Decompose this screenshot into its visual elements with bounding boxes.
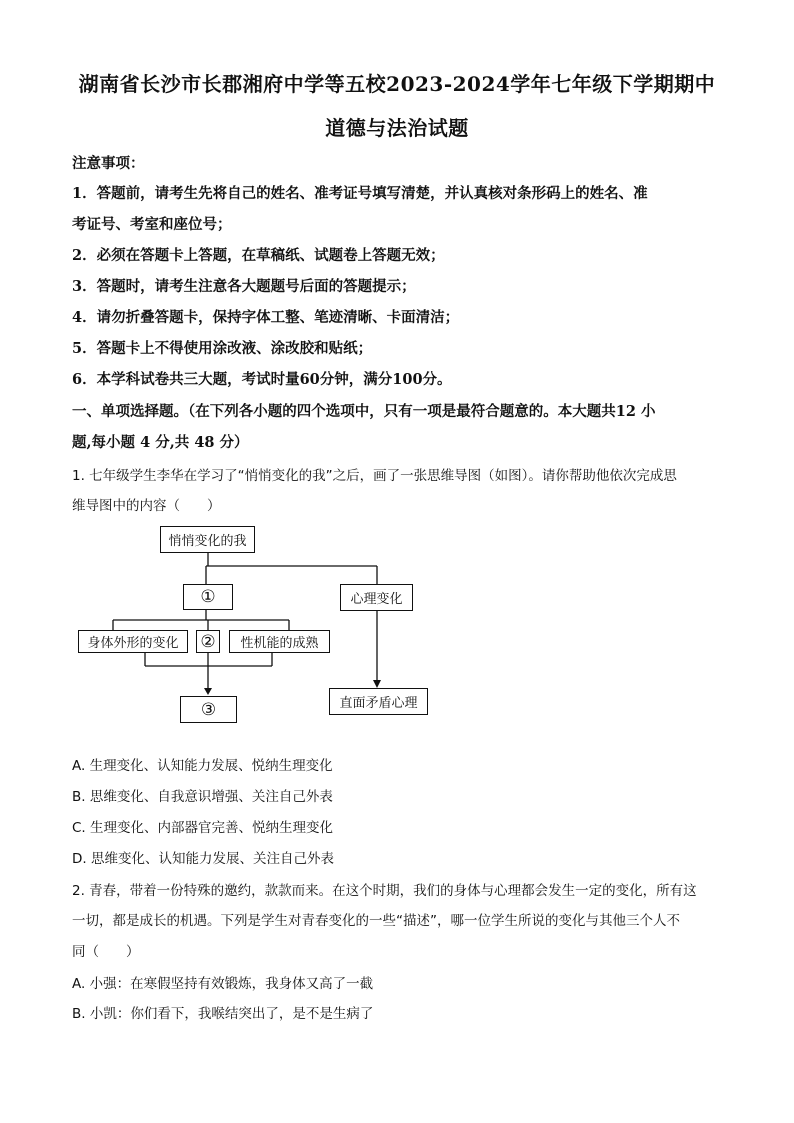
question-2-stem-line1: 2. 青春，带着一份特殊的邀约，款款而来。在这个时期，我们的身体与心理都会发生一定的变化，所有这 — [72, 883, 697, 899]
mind-map-contradiction-box: 直面矛盾心理 — [329, 688, 428, 715]
note-item-6: 6．本学科试卷共三大题，考试时量60分钟，满分100分。 — [72, 371, 452, 388]
notes-heading: 注意事项： — [72, 155, 145, 172]
mind-map-blank-3: ③ — [180, 696, 237, 723]
question-1-stem-line2: 维导图中的内容（ ） — [72, 498, 221, 514]
question-1-option-b: B. 思维变化、自我意识增强、关注自己外表 — [72, 789, 333, 805]
section-heading-line2: 题,每小题 4 分,共 48 分） — [72, 434, 249, 451]
question-1-option-c: C. 生理变化、内部器官完善、悦纳生理变化 — [72, 820, 334, 836]
mind-map-body-shape-box: 身体外形的变化 — [78, 630, 188, 653]
note-item-1: 1．答题前，请考生先将自己的姓名、准考证号填写清楚，并认真核对条形码上的姓名、准 — [72, 185, 648, 202]
note-item-3: 3．答题时，请考生注意各大题题号后面的答题提示； — [72, 278, 416, 295]
question-1-option-d: D. 思维变化、认知能力发展、关注自己外表 — [72, 851, 334, 867]
mind-map-blank-2: ② — [196, 630, 220, 653]
note-item-5: 5．答题卡上不得使用涂改液、涂改胶和贴纸； — [72, 340, 373, 357]
mind-map-diagram — [72, 518, 432, 733]
exam-title-line2: 道德与法治试题 — [325, 116, 469, 140]
question-2-stem-line3: 同（ ） — [72, 944, 140, 960]
section-heading-line1: 一、单项选择题。（在下列各小题的四个选项中，只有一项是最符合题意的。本大题共12 小 — [72, 403, 656, 420]
note-item-2: 2．必须在答题卡上答题，在草稿纸、试题卷上答题无效； — [72, 247, 445, 264]
note-item-4: 4．请勿折叠答题卡，保持字体工整、笔迹清晰、卡面清洁； — [72, 309, 460, 326]
mind-map-sex-mature-box: 性机能的成熟 — [229, 630, 330, 653]
question-2-stem-line2: 一切，都是成长的机遇。下列是学生对青春变化的一些“描述”，哪一位学生所说的变化与其他三个人不 — [72, 913, 680, 929]
exam-title-line1: 湖南省长沙市长郡湘府中学等五校2023-2024学年七年级下学期期中 — [78, 72, 716, 96]
mind-map-mental-change-box: 心理变化 — [340, 584, 413, 611]
question-1-option-a: A. 生理变化、认知能力发展、悦纳生理变化 — [72, 758, 333, 774]
note-item-1-cont: 考证号、考室和座位号； — [72, 216, 232, 233]
mind-map-root-box: 悄悄变化的我 — [160, 526, 255, 553]
question-1-stem-line1: 1. 七年级学生李华在学习了“悄悄变化的我”之后，画了一张思维导图（如图）。请你帮助他依次完成思 — [72, 468, 677, 484]
mind-map-blank-1: ① — [183, 584, 233, 610]
question-2-option-a: A. 小强：在寒假坚持有效锻炼，我身体又高了一截 — [72, 976, 374, 992]
question-2-option-b: B. 小凯：你们看下，我喉结突出了，是不是生病了 — [72, 1006, 374, 1022]
